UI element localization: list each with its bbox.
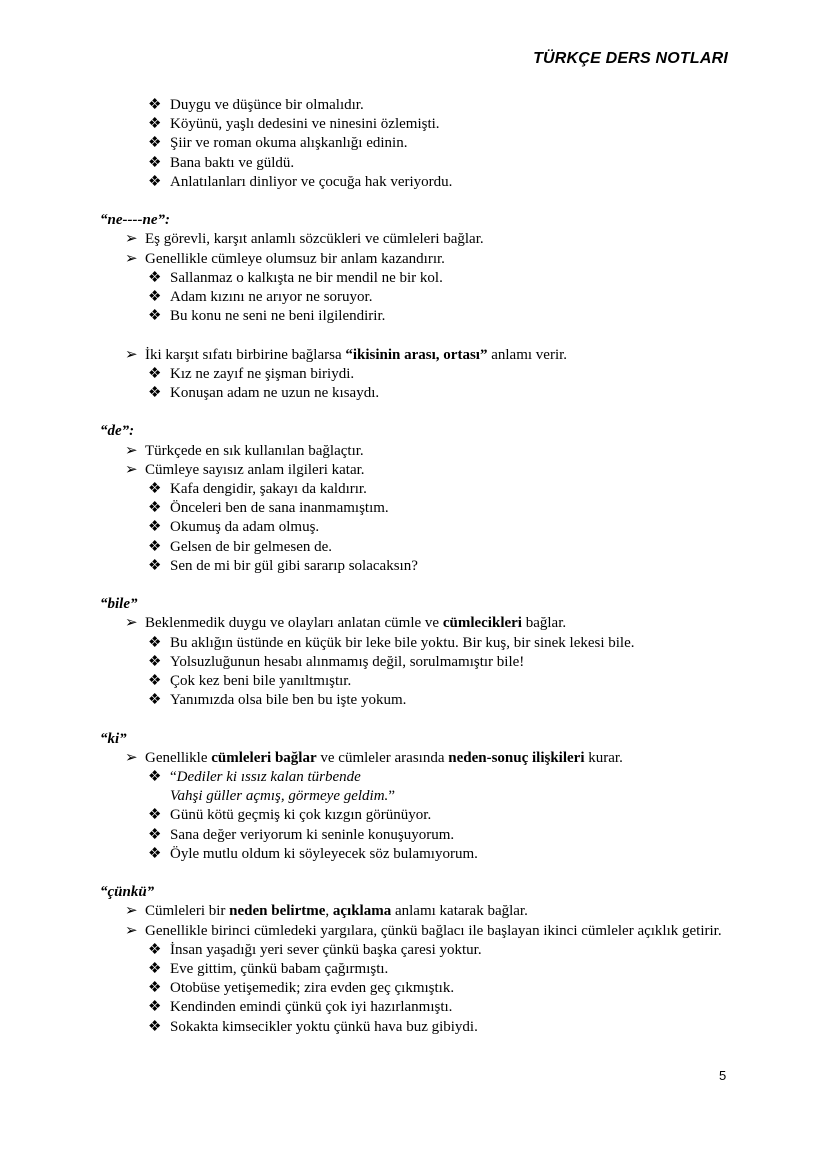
arrow-bullet-icon: ➢ xyxy=(125,903,138,920)
diamond-bullet-icon: ❖ xyxy=(148,97,162,113)
section-title-ki: “ki” xyxy=(100,730,127,747)
example-item: ❖ Sen de mi bir gül gibi sararıp solacaksın? xyxy=(100,557,730,576)
diamond-bullet-icon: ❖ xyxy=(148,999,162,1016)
arrow-bullet-icon: ➢ xyxy=(125,749,138,766)
diamond-bullet-icon: ❖ xyxy=(148,980,162,997)
example-item: ❖ Yanımızda olsa bile ben bu işte yokum. xyxy=(100,691,730,710)
page-content xyxy=(100,96,730,1037)
diamond-bullet-icon: ❖ xyxy=(148,135,162,152)
section-title-cunku: “çünkü” xyxy=(100,884,155,901)
diamond-bullet-icon: ❖ xyxy=(148,308,162,325)
diamond-bullet-icon: ❖ xyxy=(148,807,162,824)
diamond-bullet-icon: ❖ xyxy=(148,845,162,862)
diamond-bullet-icon: ❖ xyxy=(148,519,162,536)
page-header: TÜRKÇE DERS NOTLARI xyxy=(533,50,728,67)
diamond-bullet-icon: ❖ xyxy=(148,385,162,402)
example-item: ❖ Sokakta kimsecikler yoktu çünkü hava buz gibiydi. xyxy=(100,1018,730,1037)
example-item: ❖ Duygu ve düşünce bir olmalıdır. xyxy=(100,96,730,115)
diamond-bullet-icon: ❖ xyxy=(148,634,162,651)
example-item: ❖ Şiir ve roman okuma alışkanlığı edinin. xyxy=(100,134,730,153)
example-item: ❖ Gelsen de bir gelmesen de. xyxy=(100,538,730,557)
diamond-bullet-icon: ❖ xyxy=(148,653,162,670)
diamond-bullet-icon: ❖ xyxy=(148,692,162,709)
diamond-bullet-icon: ❖ xyxy=(148,481,162,498)
example-item: ❖ Adam kızını ne arıyor ne soruyor. xyxy=(100,288,730,307)
rule-item: ➢ Eş görevli, karşıt anlamlı sözcükleri ve cümleleri bağlar. xyxy=(100,230,730,249)
rule-item: ➢ İki karşıt sıfatı birbirine bağlarsa “ikisinin arası, ortası” anlamı verir. xyxy=(100,346,730,365)
diamond-bullet-icon: ❖ xyxy=(148,173,162,190)
diamond-bullet-icon: ❖ xyxy=(148,269,162,286)
rule-item: ➢ Genellikle cümleleri bağlar ve cümleler arasında neden-sonuç ilişkileri kurar. xyxy=(100,749,730,768)
diamond-bullet-icon: ❖ xyxy=(148,769,162,786)
example-item-continuation: Vahşi güller açmış, görmeye geldim.” xyxy=(170,788,395,805)
example-item: ❖ Eve gittim, çünkü babam çağırmıştı. xyxy=(100,960,730,979)
example-item: ❖ Anlatılanları dinliyor ve çocuğa hak veriyordu. xyxy=(100,173,730,192)
arrow-bullet-icon: ➢ xyxy=(125,231,138,248)
arrow-bullet-icon: ➢ xyxy=(125,346,138,363)
example-item: ❖ Kendinden emindi çünkü çok iyi hazırlanmıştı. xyxy=(100,998,730,1017)
example-item: ❖ Öyle mutlu oldum ki söyleyecek söz bulamıyorum. xyxy=(100,845,730,864)
rule-item: ➢ Beklenmedik duygu ve olayları anlatan cümle ve cümlecikleri bağlar. xyxy=(100,614,730,633)
example-item: ❖ Okumuş da adam olmuş. xyxy=(100,518,730,537)
section-title-bile: “bile” xyxy=(100,596,138,613)
diamond-bullet-icon: ❖ xyxy=(148,941,162,958)
example-item: ❖ Çok kez beni bile yanıltmıştır. xyxy=(100,672,730,691)
diamond-bullet-icon: ❖ xyxy=(148,116,162,133)
diamond-bullet-icon: ❖ xyxy=(148,289,162,306)
rule-item: ➢ Cümleye sayısız anlam ilgileri katar. xyxy=(100,461,730,480)
example-item: ❖ İnsan yaşadığı yeri sever çünkü başka çaresi yoktur. xyxy=(100,941,730,960)
example-item: ❖ Bu aklığın üstünde en küçük bir leke bile yoktu. Bir kuş, bir sinek lekesi bile. xyxy=(100,634,730,653)
example-item: ❖ Konuşan adam ne uzun ne kısaydı. xyxy=(100,384,730,403)
diamond-bullet-icon: ❖ xyxy=(148,365,162,382)
diamond-bullet-icon: ❖ xyxy=(148,961,162,978)
example-item: ❖ Köyünü, yaşlı dedesini ve ninesini özlemişti. xyxy=(100,115,730,134)
rule-item: ➢ Cümleleri bir neden belirtme, açıklama anlamı katarak bağlar. xyxy=(100,902,730,921)
section-title-de: “de”: xyxy=(100,423,135,440)
example-item: ❖ Sallanmaz o kalkışta ne bir mendil ne bir kol. xyxy=(100,269,730,288)
diamond-bullet-icon: ❖ xyxy=(148,500,162,517)
example-item: ❖ Bu konu ne seni ne beni ilgilendirir. xyxy=(100,307,730,326)
arrow-bullet-icon: ➢ xyxy=(125,461,138,478)
arrow-bullet-icon: ➢ xyxy=(125,615,138,632)
rule-item: ➢ Türkçede en sık kullanılan bağlaçtır. xyxy=(100,442,730,461)
diamond-bullet-icon: ❖ xyxy=(148,538,162,555)
example-item: ❖ Yolsuzluğunun hesabı alınmamış değil, sorulmamıştır bile! xyxy=(100,653,730,672)
example-item: ❖ Sana değer veriyorum ki seninle konuşuyorum. xyxy=(100,826,730,845)
page-number: 5 xyxy=(719,1068,727,1083)
arrow-bullet-icon: ➢ xyxy=(125,250,138,267)
diamond-bullet-icon: ❖ xyxy=(148,557,162,574)
example-item: ❖ Önceleri ben de sana inanmamıştım. xyxy=(100,499,730,518)
example-item: ❖ “Dediler ki ıssız kalan türbende xyxy=(100,768,730,787)
example-item: ❖ Otobüse yetişemedik; zira evden geç çıkmıştık. xyxy=(100,979,730,998)
diamond-bullet-icon: ❖ xyxy=(148,154,162,171)
rule-item: ➢ Genellikle birinci cümledeki yargılara, çünkü bağlacı ile başlayan ikinci cümleler açıklık getirir. xyxy=(100,922,730,941)
example-item: ❖ Kafa dengidir, şakayı da kaldırır. xyxy=(100,480,730,499)
arrow-bullet-icon: ➢ xyxy=(125,922,138,939)
example-item: ❖ Kız ne zayıf ne şişman biriydi. xyxy=(100,365,730,384)
example-item: ❖ Bana baktı ve güldü. xyxy=(100,154,730,173)
example-item: ❖ Günü kötü geçmiş ki çok kızgın görünüyor. xyxy=(100,806,730,825)
rule-item: ➢ Genellikle cümleye olumsuz bir anlam kazandırır. xyxy=(100,250,730,269)
diamond-bullet-icon: ❖ xyxy=(148,673,162,690)
diamond-bullet-icon: ❖ xyxy=(148,826,162,843)
section-title-ne-ne: “ne----ne”: xyxy=(100,212,170,229)
arrow-bullet-icon: ➢ xyxy=(125,442,138,459)
diamond-bullet-icon: ❖ xyxy=(148,1018,162,1035)
